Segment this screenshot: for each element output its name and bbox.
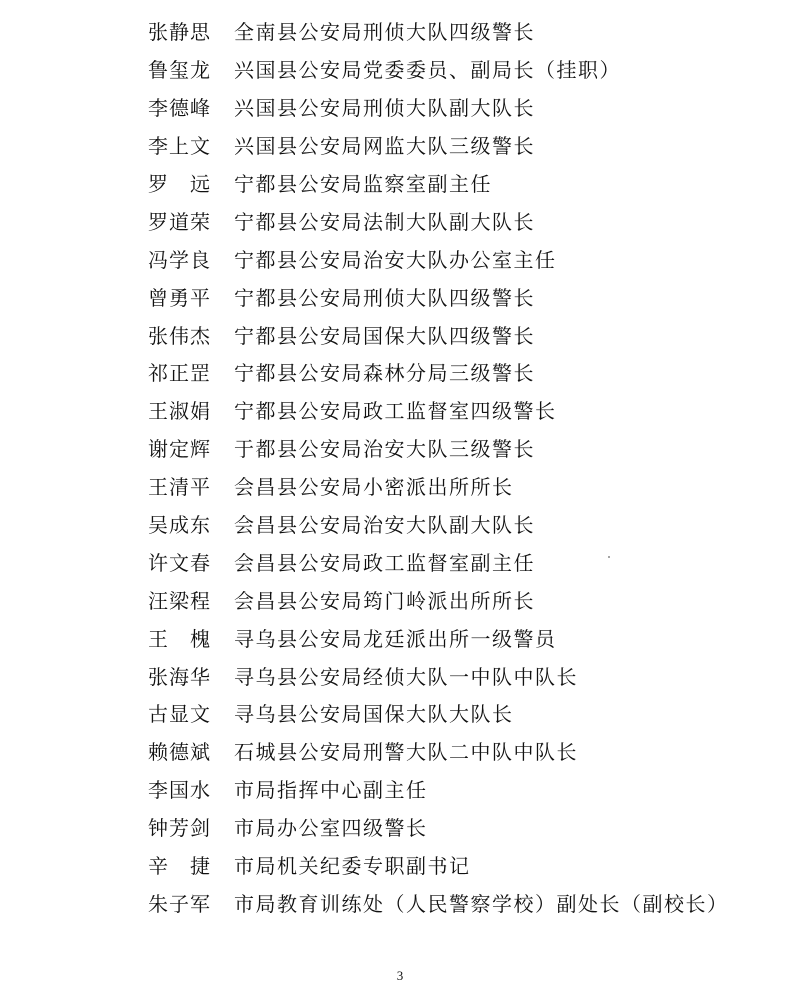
person-name: 王清平 bbox=[148, 475, 211, 500]
person-title: 宁都县公安局政工监督室四级警长 bbox=[234, 399, 557, 424]
roster-row bbox=[148, 883, 729, 921]
person-title: 寻乌县公安局经侦大队一中队中队长 bbox=[234, 664, 578, 689]
person-name: 罗道荣 bbox=[148, 209, 211, 234]
roster-row bbox=[148, 732, 729, 770]
roster-row bbox=[148, 580, 729, 618]
person-name: 赖德斌 bbox=[148, 740, 211, 765]
person-title: 全南县公安局刑侦大队四级警长 bbox=[234, 20, 535, 45]
person-title: 会昌县公安局小密派出所所长 bbox=[234, 475, 514, 500]
person-name: 辛捷 bbox=[148, 854, 232, 879]
person-name: 汪梁程 bbox=[148, 588, 211, 613]
roster-row bbox=[148, 467, 729, 505]
person-name: 张海华 bbox=[148, 664, 211, 689]
person-name: 张静思 bbox=[148, 20, 211, 45]
person-title: 会昌县公安局筠门岭派出所所长 bbox=[234, 588, 535, 613]
roster-row bbox=[148, 808, 729, 846]
personnel-roster bbox=[148, 12, 729, 921]
roster-row bbox=[148, 694, 729, 732]
roster-row bbox=[148, 353, 729, 391]
roster-row bbox=[148, 542, 729, 580]
roster-row bbox=[148, 12, 729, 50]
person-title: 会昌县公安局治安大队副大队长 bbox=[234, 513, 535, 538]
person-name: 罗远 bbox=[148, 172, 232, 196]
person-title: 宁都县公安局监察室副主任 bbox=[234, 172, 492, 196]
roster-row bbox=[148, 88, 729, 126]
roster-row bbox=[148, 201, 729, 239]
person-name: 曾勇平 bbox=[148, 285, 211, 310]
roster-row bbox=[148, 429, 729, 467]
person-title: 宁都县公安局国保大队四级警长 bbox=[234, 323, 535, 348]
person-name: 朱子军 bbox=[148, 891, 211, 916]
roster-row bbox=[148, 50, 729, 88]
person-title: 宁都县公安局森林分局三级警长 bbox=[234, 361, 535, 386]
person-name: 祁正罡 bbox=[148, 361, 211, 386]
roster-row bbox=[148, 126, 729, 164]
person-title: 于都县公安局治安大队三级警长 bbox=[234, 437, 535, 462]
person-title: 会昌县公安局政工监督室副主任 bbox=[234, 550, 535, 575]
scan-speck bbox=[608, 556, 610, 558]
person-title: 宁都县公安局治安大队办公室主任 bbox=[234, 247, 557, 272]
roster-row bbox=[148, 656, 729, 694]
person-title: 市局教育训练处（人民警察学校）副处长（副校长） bbox=[234, 891, 729, 916]
person-name: 钟芳剑 bbox=[148, 816, 211, 841]
person-name: 谢定辉 bbox=[148, 437, 211, 462]
person-title: 宁都县公安局刑侦大队四级警长 bbox=[234, 285, 535, 310]
person-name: 古显文 bbox=[148, 702, 211, 727]
person-title: 兴国县公安局网监大队三级警长 bbox=[234, 134, 535, 159]
roster-row bbox=[148, 239, 729, 277]
person-name: 冯学良 bbox=[148, 247, 211, 272]
person-title: 市局机关纪委专职副书记 bbox=[234, 854, 471, 879]
person-name: 王槐 bbox=[148, 626, 232, 651]
person-title: 石城县公安局刑警大队二中队中队长 bbox=[234, 740, 578, 765]
person-title: 市局办公室四级警长 bbox=[234, 816, 428, 841]
person-title: 寻乌县公安局国保大队大队长 bbox=[234, 702, 514, 727]
person-title: 寻乌县公安局龙廷派出所一级警员 bbox=[234, 626, 557, 651]
roster-row bbox=[148, 770, 729, 808]
person-name: 李国水 bbox=[148, 778, 211, 803]
roster-row bbox=[148, 505, 729, 543]
person-name: 张伟杰 bbox=[148, 323, 211, 348]
person-name: 鲁玺龙 bbox=[148, 58, 211, 83]
person-name: 吴成东 bbox=[148, 513, 211, 538]
person-name: 李上文 bbox=[148, 134, 211, 159]
roster-row bbox=[148, 164, 729, 202]
person-name: 王淑娟 bbox=[148, 399, 211, 424]
roster-row bbox=[148, 846, 729, 884]
person-name: 李德峰 bbox=[148, 96, 211, 121]
page-number: 3 bbox=[396, 968, 404, 983]
roster-row bbox=[148, 391, 729, 429]
roster-row bbox=[148, 618, 729, 656]
person-title: 宁都县公安局法制大队副大队长 bbox=[234, 209, 535, 234]
person-title: 兴国县公安局刑侦大队副大队长 bbox=[234, 96, 535, 121]
roster-row bbox=[148, 315, 729, 353]
person-title: 市局指挥中心副主任 bbox=[234, 778, 428, 803]
person-name: 许文春 bbox=[148, 550, 211, 575]
person-title: 兴国县公安局党委委员、副局长（挂职） bbox=[234, 58, 621, 83]
roster-row bbox=[148, 277, 729, 315]
